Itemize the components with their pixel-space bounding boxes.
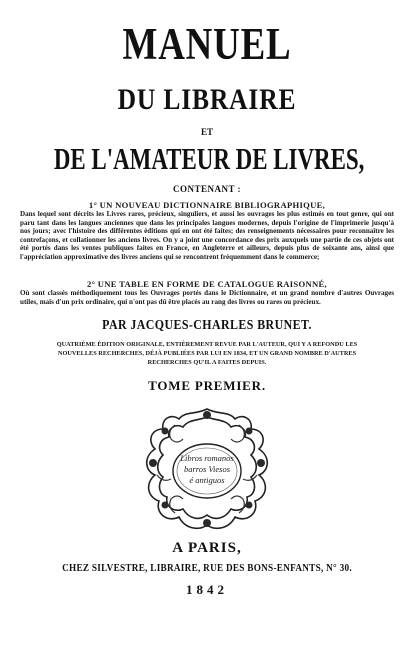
section-dictionary-heading: 1° UN NOUVEAU DICTIONNAIRE BIBLIOGRAPHIQUE, [88,200,326,210]
vignette-line-1: Libros romanos [180,453,234,463]
edition-note: QUATRIÈME ÉDITION ORIGINALE, ENTIÈREMENT REVUE PAR L'AUTEUR, QUI Y A REFONDU LES NOUVELLES RECHERCHES, DÉJÀ PUBLIÉES PAR LUI EN 1834, ET UN GRAND NOMBRE D'AUTRES RECHERCHES QU'IL A FAITES DEPUIS. [56,341,358,366]
imprint-publisher: CHEZ SILVESTRE, LIBRAIRE, RUE DES BONS-ENFANTS, N° 30. [62,563,352,574]
section-dictionary [20,200,394,262]
volume-label: TOME PREMIER. [148,378,266,393]
vignette-line-3: é antiguos [189,475,225,485]
contents-label: CONTENANT : [172,184,242,194]
title-line-amateur: DE L'AMATEUR DE LIVRES, [53,141,365,176]
section-catalogue-body: Où sont classés méthodiquement tous les Ouvrages portés dans le Dictionnaire, et un grand nombre d'autres Ouvrages utiles, mais d'un prix ordinaire, qui n'ont pas dû être placés au rang des livres ou rares ou précieux. [20,289,394,306]
vignette-line-2: barros Viesos [183,464,231,474]
imprint-year: 1842 [186,582,228,597]
title-line-du-libraire: DU LIBRAIRE [117,83,297,116]
title-conjunction: ET [200,127,213,137]
section-catalogue [20,279,394,306]
title-line-manuel: MANUEL [122,19,292,69]
section-catalogue-heading: 2° UNE TABLE EN FORME DE CATALOGUE RAISONNÉ, [87,279,327,289]
author-line: PAR JACQUES-CHARLES BRUNET. [102,318,312,333]
imprint-city: A PARIS, [172,540,242,556]
ornamental-vignette [135,405,279,537]
section-dictionary-body: Dans lequel sont décrits les Livres rares, précieux, singuliers, et aussi les ouvrages les plus estimés en tout genre, qui ont paru tant dans les langues anciennes que dans les principales langues modernes, depuis l'origine de l'imprimerie jusqu'à nos jours; avec l'histoire des différentes éditions qui en ont été faites; des renseignements nécessaires pour reconnaître les contrefaçons, et collationner les anciens livres. On y a joint une concordance des prix auxquels une partie de ces objets ont été portés dans les ventes publiques faites en France, en Angleterre et ailleurs, depuis plus de soixante ans, ainsi que l'appréciation approximative des livres anciens qui se rencontrent fréquemment dans le commerce; [20,210,394,261]
